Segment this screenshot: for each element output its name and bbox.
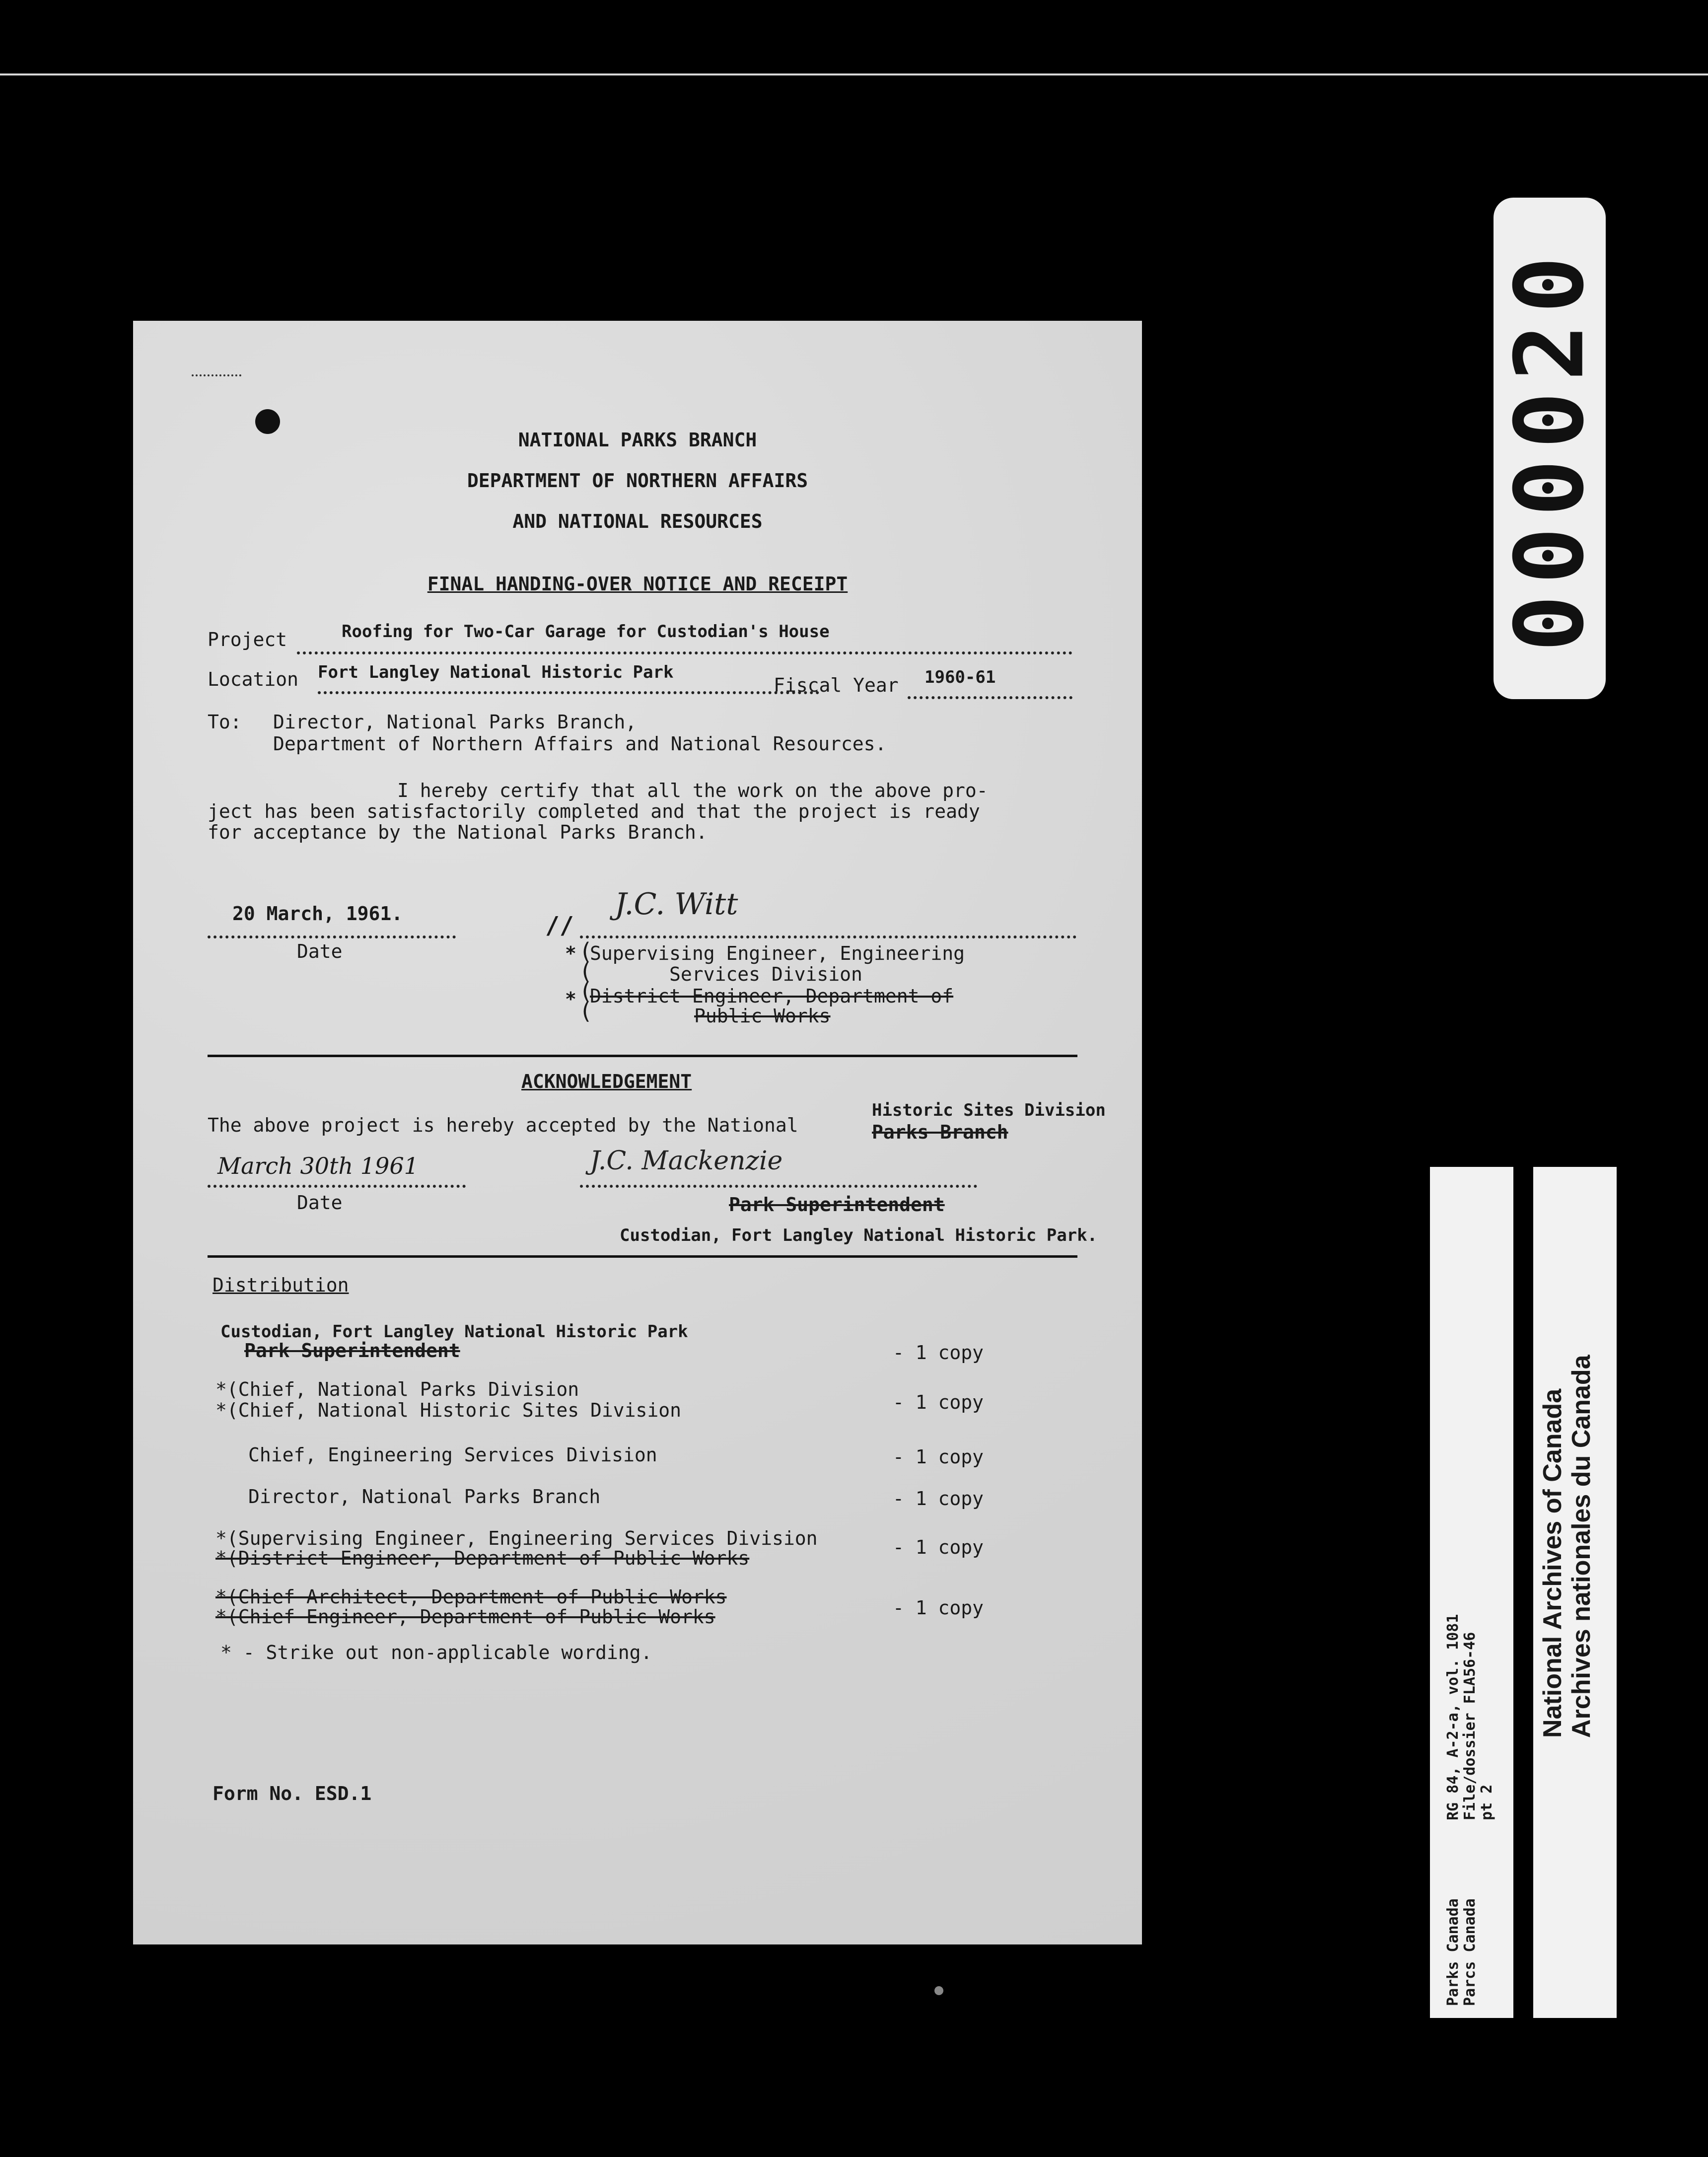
section-rule-1	[208, 1055, 1077, 1057]
to-line-2: Department of Northern Affairs and National Resources.	[273, 733, 887, 755]
acknowledgement-date-label: Date	[297, 1192, 343, 1214]
location-dotted-line	[318, 691, 819, 694]
acknowledgement-date-dotted-line	[208, 1185, 466, 1188]
header-line-3: AND NATIONAL RESOURCES	[512, 510, 763, 532]
signoff-per-mark: //	[545, 912, 574, 939]
distribution-item-1-copies: - 1 copy	[893, 1342, 984, 1364]
acknowledgement-date-value: March 30th 1961	[217, 1152, 419, 1179]
signoff-date-value: 20 March, 1961.	[232, 903, 403, 925]
signoff-star-2: *	[565, 988, 576, 1010]
fiscal-year-label: Fiscal Year	[774, 674, 899, 696]
fiscal-dotted-line	[908, 696, 1072, 699]
certify-line-1: I hereby certify that all the work on the above pro-	[397, 780, 988, 801]
distribution-item-1: Custodian, Fort Langley National Historic Park	[220, 1322, 688, 1342]
distribution-heading: Distribution	[213, 1274, 349, 1296]
parks-canada-label	[1445, 1898, 1479, 2006]
signoff-role-2b: Public Works	[694, 1005, 831, 1027]
paper-mark	[192, 374, 241, 379]
frame-number-tab	[1494, 198, 1606, 699]
custodian-signature: J.C. Mackenzie	[590, 1146, 783, 1176]
certify-line-3: for acceptance by the National Parks Branch.	[208, 821, 708, 843]
distribution-item-4: Director, National Parks Branch	[248, 1486, 601, 1508]
to-line-1: Director, National Parks Branch,	[273, 711, 637, 733]
distribution-item-4-copies: - 1 copy	[893, 1488, 984, 1510]
project-label: Project	[208, 629, 287, 650]
distribution-item-5-copies: - 1 copy	[893, 1536, 984, 1558]
archive-label-divider	[1513, 1167, 1533, 2018]
acknowledgement-text: The above project is hereby accepted by the National	[208, 1114, 798, 1136]
archive-ref-2: File/dossier FLA56-46	[1461, 1632, 1479, 1820]
archive-reference	[1445, 1614, 1495, 1820]
scanner-dust-mark	[934, 1986, 943, 1995]
location-label: Location	[208, 668, 299, 690]
archive-ref-1: RG 84, A-2-a, vol. 1081	[1444, 1614, 1462, 1820]
acknowledgement-struck-title: Park Superintendent	[729, 1194, 945, 1216]
signoff-date-dotted-line	[208, 935, 456, 938]
signoff-star-1: *	[565, 942, 576, 964]
acknowledgement-heading: ACKNOWLEDGEMENT	[521, 1071, 692, 1092]
archives-name-fr: Archives nationales du Canada	[1567, 1355, 1596, 1738]
acknowledgement-struck: Parks Branch	[872, 1121, 1008, 1143]
signoff-role-2a: District Engineer, Department of	[590, 985, 954, 1007]
acknowledgement-custodian: Custodian, Fort Langley National Historic Park.	[620, 1225, 1098, 1245]
distribution-item-2: *(Chief, National Parks Division	[215, 1378, 579, 1400]
form-number: Form No. ESD.1	[213, 1783, 372, 1804]
section-rule-2	[208, 1255, 1077, 1258]
signoff-role-1a: Supervising Engineer, Engineering	[590, 942, 965, 964]
parks-canada-fr: Parcs Canada	[1461, 1898, 1479, 2006]
archives-name	[1538, 1355, 1596, 1738]
form-title: FINAL HANDING-OVER NOTICE AND RECEIPT	[427, 573, 848, 595]
signoff-role-1b: Services Division	[669, 963, 862, 985]
signoff-date-label: Date	[297, 940, 343, 962]
header-line-1: NATIONAL PARKS BRANCH	[518, 429, 757, 451]
scanner-edge-line	[0, 73, 1708, 75]
parks-canada-en: Parks Canada	[1444, 1898, 1462, 2006]
distribution-item-6-sub: *(Chief Engineer, Department of Public Works	[215, 1606, 715, 1628]
distribution-item-5: *(Supervising Engineer, Engineering Services Division	[215, 1527, 818, 1549]
distribution-item-6: *(Chief Architect, Department of Public Works	[215, 1586, 727, 1608]
distribution-item-6-copies: - 1 copy	[893, 1597, 984, 1619]
distribution-item-1-sub: Park Superintendent	[244, 1340, 460, 1362]
custodian-signature-dotted-line	[580, 1185, 977, 1188]
signoff-brace: ( ( ( (	[579, 938, 593, 1024]
distribution-item-3: Chief, Engineering Services Division	[248, 1444, 657, 1466]
fiscal-year-value: 1960-61	[925, 667, 996, 687]
signature-dotted-line	[580, 935, 1076, 938]
distribution-item-3-copies: - 1 copy	[893, 1446, 984, 1468]
project-dotted-line	[297, 651, 1072, 654]
location-value: Fort Langley National Historic Park	[318, 662, 674, 682]
to-label: To:	[208, 711, 242, 733]
frame-number: 000020	[1494, 245, 1605, 652]
engineer-signature: J.C. Witt	[615, 887, 738, 922]
archives-name-en: National Archives of Canada	[1538, 1388, 1567, 1738]
distribution-note: * - Strike out non-applicable wording.	[220, 1642, 652, 1663]
archive-label	[1430, 1167, 1617, 2018]
archive-ref-3: pt 2	[1478, 1784, 1495, 1820]
distribution-item-2-copies: - 1 copy	[893, 1391, 984, 1413]
certify-line-2: ject has been satisfactorily completed and that the project is ready	[208, 800, 980, 822]
header-line-2: DEPARTMENT OF NORTHERN AFFAIRS	[467, 470, 808, 492]
project-value: Roofing for Two-Car Garage for Custodian's House	[342, 622, 830, 642]
distribution-item-5-sub: *(District Engineer, Department of Public Works	[215, 1547, 750, 1569]
acknowledgement-insert: Historic Sites Division	[872, 1100, 1106, 1120]
document-sheet	[133, 321, 1142, 1944]
distribution-item-2-sub: *(Chief, National Historic Sites Division	[215, 1399, 681, 1421]
